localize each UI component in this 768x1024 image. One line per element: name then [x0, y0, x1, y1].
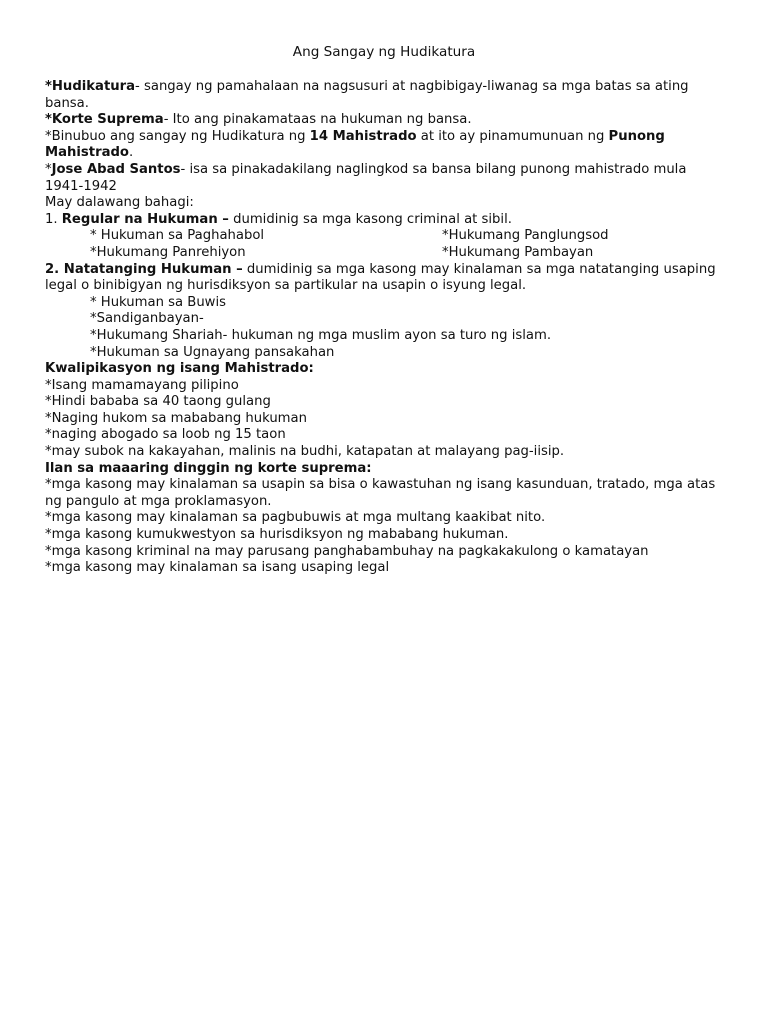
paragraph-jose-abad-santos — [45, 162, 725, 195]
bold-punong-mahistrado: Punong Mahistrado — [45, 128, 665, 161]
list-item: *Hindi bababa sa 40 taong gulang — [45, 394, 271, 410]
list-item: *naging abogado sa loob ng 15 taon — [45, 427, 286, 443]
list-item: *Sandiganbayan- — [90, 311, 204, 327]
list-item: * Hukuman sa Paghahabol — [90, 228, 265, 244]
list-item: * Hukuman sa Buwis — [90, 294, 226, 310]
bold-14-mahistrado: 14 Mahistrado — [309, 128, 417, 144]
paragraph-mahistrado — [45, 129, 725, 162]
section-description: dumidinig sa mga kasong criminal at sibil. — [228, 211, 512, 227]
list-item: *mga kasong may kinalaman sa usapin sa bisa o kawastuhan ng isang kasunduan, tratado, mga atas ng pangulo at mga proklamasyon. — [45, 477, 716, 509]
list-item: *Isang mamamayang pilipino — [45, 377, 239, 393]
definition-jose-abad-santos: - isa sa pinakadakilang naglingkod sa bansa bilang punong mahistrado mula 1941-1942 — [45, 161, 687, 194]
list-item: *mga kasong may kinalaman sa isang usaping legal — [45, 560, 390, 576]
text-segment: at ito ay pinamumunuan ng — [416, 128, 609, 144]
heading-text: Kwalipikasyon ng isang Mahistrado: — [45, 361, 314, 377]
list-item: *may subok na kakayahan, malinis na budhi, katapatan at malayang pag-iisip. — [45, 444, 565, 460]
term-korte-suprema: *Korte Suprema — [45, 112, 164, 128]
cases-heading — [45, 461, 725, 478]
list-item: *mga kasong kriminal na may parusang panghabambuhay na pagkakakulong o kamatayan — [45, 543, 649, 559]
term-jose-abad-santos: Jose Abad Santos — [51, 161, 181, 177]
text-segment: *Binubuo ang sangay ng Hudikatura ng — [45, 128, 310, 144]
list-item: *mga kasong kumukwestyon sa hurisdiksyon ng mababang hukuman. — [45, 527, 509, 543]
section-natatanging-hukuman — [45, 262, 725, 295]
section-description: dumidinig sa mga kasong may kinalaman sa mga natatanging usaping legal o binibigyan ng hurisdiksyon sa partikular na usapin o isyung legal. — [45, 261, 716, 294]
definition-hudikatura: - sangay ng pamahalaan na nagsusuri at nagbibigay-liwanag sa mga batas sa ating bansa. — [45, 79, 689, 111]
list-item: *Hukumang Shariah- hukuman ng mga muslim ayon sa turo ng islam. — [90, 327, 552, 343]
text-segment: . — [129, 145, 134, 161]
paragraph-korte-suprema — [45, 112, 725, 129]
term-hudikatura: *Hudikatura — [45, 79, 136, 94]
court-list-row — [45, 228, 725, 245]
list-item: *Hukuman sa Ugnayang pansakahan — [90, 344, 335, 360]
qualifications-heading — [45, 361, 725, 378]
section-number: 1. — [45, 211, 62, 227]
paragraph-hudikatura — [45, 79, 725, 112]
section-heading: 2. Natatanging Hukuman – — [45, 261, 243, 277]
document-title: Ang Sangay ng Hudikatura — [292, 44, 476, 60]
paragraph-dalawang-bahagi: May dalawang bahagi: — [45, 195, 194, 211]
heading-text: Ilan sa maaaring dinggin ng korte suprema: — [45, 460, 372, 476]
text-segment: * — [45, 161, 52, 177]
list-item: *Hukumang Panrehiyon — [90, 244, 246, 260]
section-regular-na-hukuman — [45, 212, 725, 229]
list-item: *Hukumang Pambayan — [442, 244, 594, 260]
court-list-row — [45, 245, 725, 262]
document-body — [45, 79, 725, 577]
definition-korte-suprema: - Ito ang pinakamataas na hukuman ng bansa. — [163, 112, 472, 128]
list-item: *Naging hukom sa mababang hukuman — [45, 410, 307, 426]
list-item: *mga kasong may kinalaman sa pagbubuwis at mga multang kaakibat nito. — [45, 510, 546, 526]
list-item: *Hukumang Panglungsod — [442, 228, 609, 244]
section-heading: Regular na Hukuman – — [61, 211, 229, 227]
